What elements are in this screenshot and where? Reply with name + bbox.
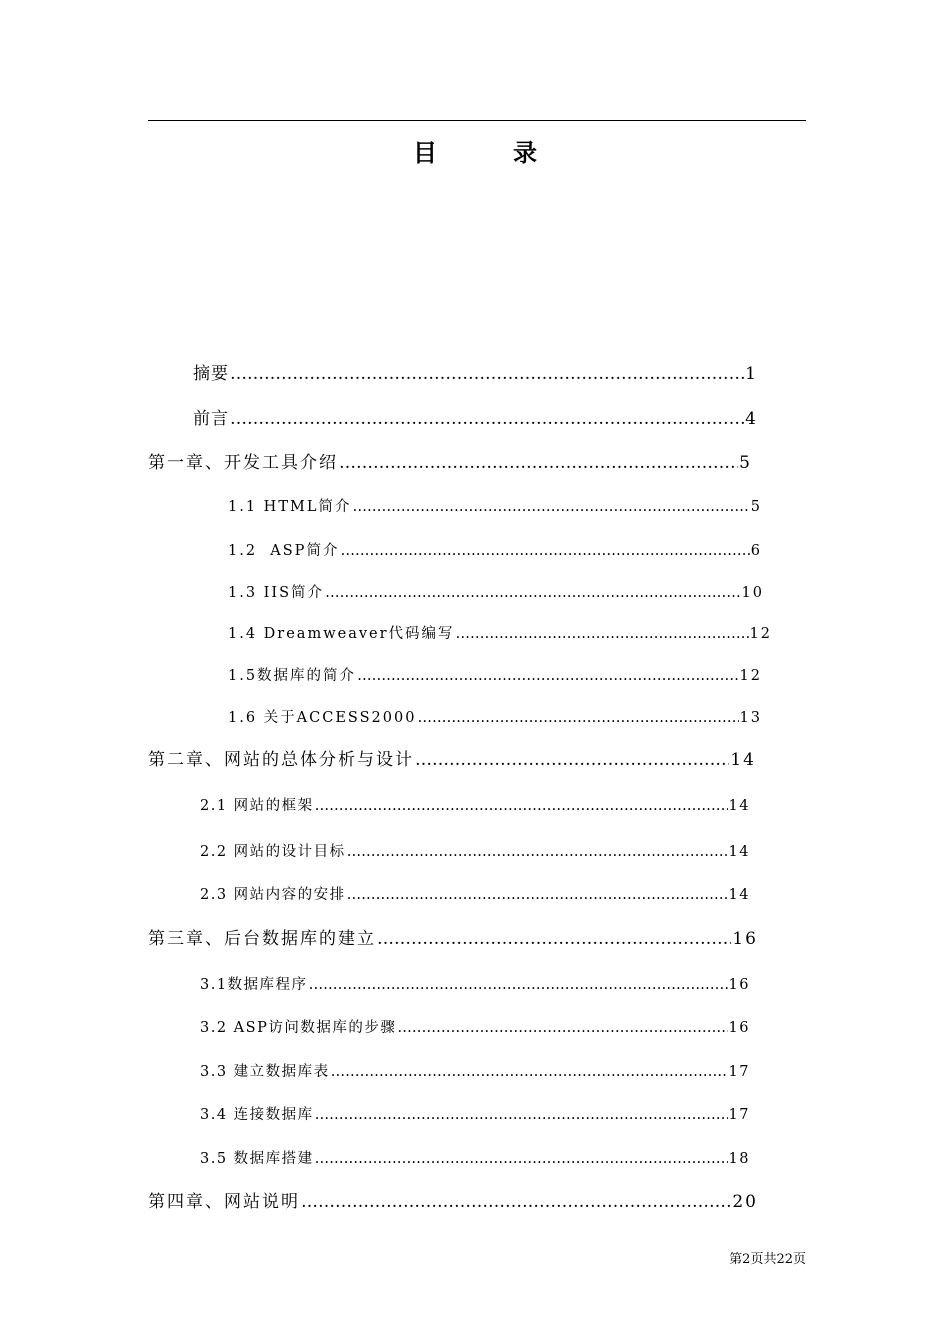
toc-entry-page: 14 <box>728 844 750 860</box>
toc-entry-abstract[interactable] <box>193 362 757 386</box>
toc-entry-2-3[interactable] <box>200 883 750 907</box>
toc-entry-page: 20 <box>732 1192 758 1212</box>
toc-entry-label: 1.2 ASP简介 <box>228 543 340 559</box>
toc-entry-page: 12 <box>739 668 762 684</box>
toc-entry-label: 1.4 Dreamweaver代码编写 <box>228 626 455 642</box>
toc-entry-1-4[interactable] <box>228 622 772 646</box>
toc-entry-label: 第一章、开发工具介绍 <box>148 453 338 473</box>
toc-entry-1-6[interactable] <box>228 706 762 730</box>
toc-entry-label: 3.2 ASP访问数据库的步骤 <box>200 1020 397 1036</box>
toc-entry-page: 16 <box>728 977 750 993</box>
toc-entry-page: 16 <box>732 929 758 949</box>
page-footer: 第2页共22页 <box>729 1252 806 1267</box>
toc-leader-dots <box>352 495 749 519</box>
toc-entry-label: 3.3 建立数据库表 <box>200 1064 330 1080</box>
toc-entry-2-2[interactable] <box>200 840 750 864</box>
toc-entry-label: 3.5 数据库搭建 <box>200 1151 314 1167</box>
toc-entry-label: 2.2 网站的设计目标 <box>200 844 346 860</box>
toc-entry-label: 2.3 网站内容的安排 <box>200 887 346 903</box>
toc-entry-3-5[interactable] <box>200 1147 750 1171</box>
toc-leader-dots <box>315 794 728 818</box>
toc-entry-3-2[interactable] <box>200 1016 750 1040</box>
page-title: 目 录 <box>413 139 563 167</box>
toc-entry-2-1[interactable] <box>200 794 750 818</box>
toc-entry-page: 1 <box>745 364 757 384</box>
toc-leader-dots <box>301 1190 731 1214</box>
toc-entry-chapter-2[interactable] <box>148 748 756 772</box>
toc-entry-3-4[interactable] <box>200 1103 750 1127</box>
toc-leader-dots <box>377 927 731 951</box>
toc-entry-page: 14 <box>728 798 750 814</box>
toc-entry-page: 5 <box>750 499 762 515</box>
toc-entry-label: 3.4 连接数据库 <box>200 1107 314 1123</box>
toc-entry-page: 4 <box>745 409 757 429</box>
toc-entry-label: 前言 <box>193 409 229 429</box>
toc-leader-dots <box>309 973 728 997</box>
toc-leader-dots <box>315 1103 728 1127</box>
toc-leader-dots <box>230 407 744 431</box>
toc-entry-chapter-1[interactable] <box>148 451 752 475</box>
toc-entry-label: 第三章、后台数据库的建立 <box>148 929 376 949</box>
toc-leader-dots <box>331 1060 728 1084</box>
toc-entry-label: 1.5数据库的简介 <box>228 668 357 684</box>
toc-entry-label: 1.6 关于ACCESS2000 <box>228 710 417 726</box>
toc-entry-label: 摘要 <box>193 364 229 384</box>
header-rule <box>148 120 806 121</box>
toc-entry-3-3[interactable] <box>200 1060 750 1084</box>
toc-entry-1-5[interactable] <box>228 664 762 688</box>
toc-leader-dots <box>230 362 744 386</box>
toc-entry-page: 6 <box>750 543 762 559</box>
toc-entry-chapter-4[interactable] <box>148 1190 758 1214</box>
toc-entry-page: 14 <box>728 887 750 903</box>
toc-leader-dots <box>417 706 738 730</box>
toc-entry-preface[interactable] <box>193 407 757 431</box>
toc-entry-1-3[interactable] <box>228 581 764 605</box>
toc-entry-page: 10 <box>741 585 764 601</box>
toc-entry-page: 14 <box>730 750 756 770</box>
toc-entry-label: 2.1 网站的框架 <box>200 798 314 814</box>
toc-entry-page: 12 <box>749 626 772 642</box>
toc-entry-1-2[interactable] <box>228 539 762 563</box>
toc-entry-page: 13 <box>739 710 762 726</box>
toc-entry-label: 第四章、网站说明 <box>148 1192 300 1212</box>
toc-leader-dots <box>339 451 738 475</box>
toc-entry-page: 17 <box>728 1107 750 1123</box>
toc-entry-chapter-3[interactable] <box>148 927 758 951</box>
toc-entry-page: 16 <box>728 1020 750 1036</box>
toc-entry-page: 18 <box>728 1151 750 1167</box>
toc-entry-page: 5 <box>739 453 752 473</box>
toc-entry-label: 1.1 HTML简介 <box>228 499 352 515</box>
toc-leader-dots <box>340 539 749 563</box>
toc-leader-dots <box>347 883 728 907</box>
toc-entry-label: 1.3 IIS简介 <box>228 585 325 601</box>
toc-leader-dots <box>347 840 728 864</box>
toc-entry-label: 3.1数据库程序 <box>200 977 308 993</box>
toc-leader-dots <box>357 664 738 688</box>
toc-leader-dots <box>456 622 749 646</box>
toc-entry-1-1[interactable] <box>228 495 762 519</box>
toc-leader-dots <box>325 581 740 605</box>
toc-leader-dots <box>315 1147 728 1171</box>
toc-entry-3-1[interactable] <box>200 973 750 997</box>
toc-leader-dots <box>397 1016 727 1040</box>
toc-entry-label: 第二章、网站的总体分析与设计 <box>148 750 414 770</box>
toc-leader-dots <box>415 748 729 772</box>
toc-entry-page: 17 <box>728 1064 750 1080</box>
